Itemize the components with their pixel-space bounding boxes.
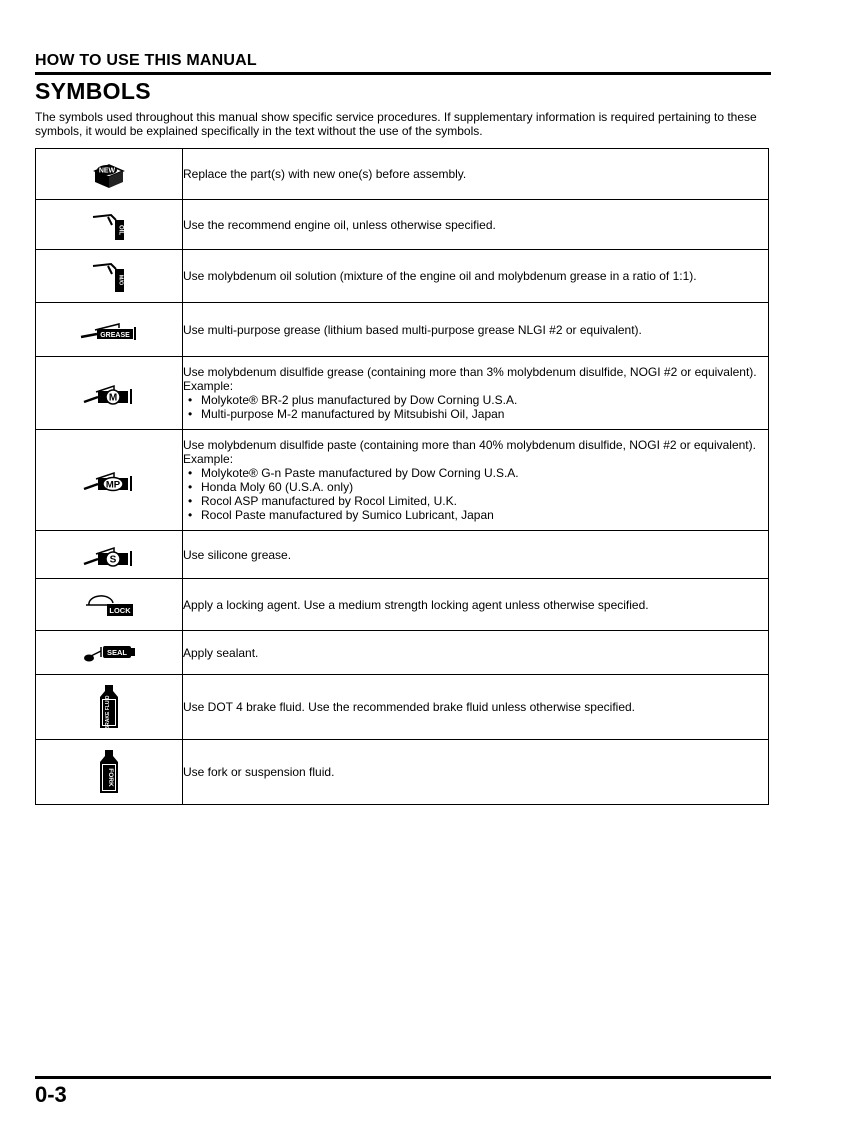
moly-grease-icon [36,380,182,406]
symbol-icon-cell [36,149,183,200]
description-text: Use molybdenum disulfide grease (containing more than 3% molybdenum disulfide, NOGI #2 or equivalent). [183,365,757,379]
symbol-icon-cell [36,531,183,579]
symbol-row [36,250,769,303]
icon-label: NEW [98,167,116,175]
grease-icon [36,318,182,342]
header-rule [35,72,771,75]
description-text: Use silicone grease. [183,547,292,562]
symbol-description [183,430,769,531]
locking-agent-icon [36,592,182,618]
symbol-description [183,531,769,579]
symbol-icon-cell [36,579,183,631]
symbol-row [36,631,769,675]
icon-label: S [109,554,117,565]
page-title: SYMBOLS [35,78,151,104]
description-text: Use DOT 4 brake fluid. Use the recommended brake fluid unless otherwise specified. [183,700,635,714]
symbol-row [36,579,769,631]
symbol-icon-cell [36,430,183,531]
engine-oil-icon [36,208,182,242]
symbol-row [36,149,769,200]
symbol-row [36,303,769,357]
symbol-row [36,675,769,740]
example-label: Example: [183,379,234,393]
symbol-icon-cell [36,200,183,250]
page-number: 0-3 [35,1082,67,1107]
moly-paste-icon [36,467,182,493]
icon-label: GREASE [100,331,130,339]
intro-paragraph: The symbols used throughout this manual show specific service procedures. If supplementary information is required pertaining to these symbols, it would be explained specifically in the text without the use of the symbols. [35,110,757,138]
icon-label: M [108,392,118,404]
description-text: Use fork or suspension fluid. [183,765,335,779]
symbol-row [36,200,769,250]
fork-fluid-icon [36,749,182,795]
symbol-row [36,430,769,531]
example-list [183,393,768,421]
section-heading: HOW TO USE THIS MANUAL [35,52,257,69]
symbol-row [36,357,769,430]
description-text: Replace the part(s) with new one(s) before assembly. [183,167,467,181]
symbol-row [36,531,769,579]
symbol-description [183,200,769,250]
description-text: Use molybdenum oil solution (mixture of the engine oil and molybdenum grease in a ratio of 1:1). [183,269,697,283]
icon-label: FORK [107,768,114,787]
symbol-icon-cell [36,631,183,675]
list-item: • Rocol Paste manufactured by Sumico Lubricant, Japan [183,508,768,522]
moly-oil-icon [36,258,182,294]
list-item: • Honda Moly 60 (U.S.A. only) [183,480,768,494]
description-text: Apply sealant. [183,645,259,660]
icon-label: LOCK [109,605,131,615]
symbol-description [183,303,769,357]
symbols-table [35,148,769,805]
example-list [183,466,768,522]
list-item: • Molykote® G-n Paste manufactured by Dow Corning U.S.A. [183,466,768,480]
symbol-icon-cell [36,740,183,805]
sealant-icon [36,641,182,665]
description-text: Use molybdenum disulfide paste (containing more than 40% molybdenum disulfide, NOGI #2 or equivalent). [183,438,756,452]
silicone-grease-icon [36,542,182,568]
symbol-description [183,675,769,740]
description-text: Use multi-purpose grease (lithium based multi-purpose grease NLGI #2 or equivalent). [183,322,642,337]
symbol-description [183,149,769,200]
example-label: Example: [183,452,234,466]
icon-label: OIL [117,224,124,235]
symbol-description [183,357,769,430]
icon-label: MP [105,479,121,491]
icon-label: SEAL [106,647,128,657]
list-item: • Multi-purpose M-2 manufactured by Mitsubishi Oil, Japan [183,407,768,421]
brake-fluid-icon [36,684,182,730]
symbol-description [183,250,769,303]
footer-rule [35,1076,771,1079]
symbol-icon-cell [36,303,183,357]
list-item: • Rocol ASP manufactured by Rocol Limited, U.K. [183,494,768,508]
description-text: Use the recommend engine oil, unless otherwise specified. [183,217,496,232]
symbol-icon-cell [36,250,183,303]
list-item: • Molykote® BR-2 plus manufactured by Dow Corning U.S.A. [183,393,768,407]
description-text: Apply a locking agent. Use a medium strength locking agent unless otherwise specified. [183,597,649,612]
icon-label: BRAKE FLUID [105,695,111,730]
symbol-description [183,740,769,805]
symbol-icon-cell [36,675,183,740]
symbol-row [36,740,769,805]
symbol-description [183,579,769,631]
symbol-description [183,631,769,675]
symbol-icon-cell [36,357,183,430]
icon-label: M/O [117,274,124,286]
new-part-icon [36,157,182,191]
